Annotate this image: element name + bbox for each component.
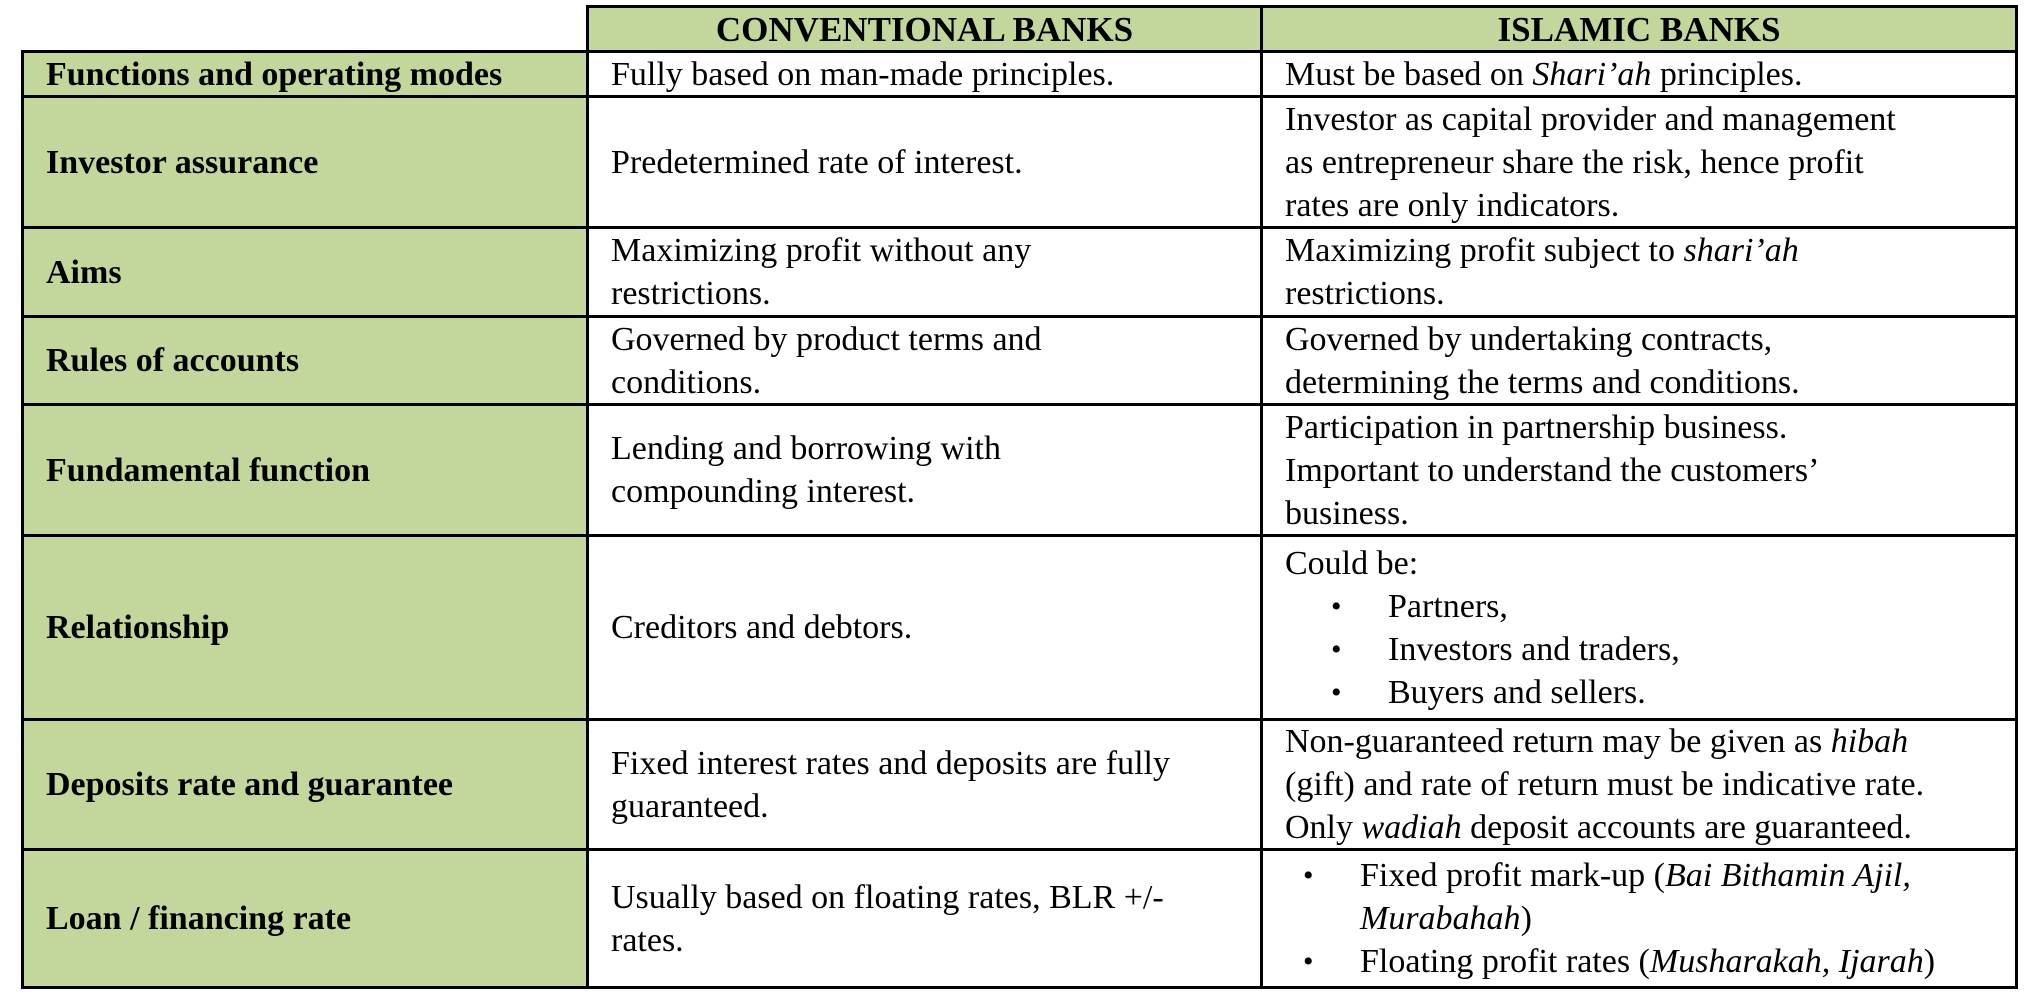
text-segment: as entrepreneur share the risk, hence profit [1285, 143, 1864, 181]
text-segment: Non-guaranteed return may be given as [1285, 723, 1831, 760]
cell-conventional-relationship [586, 534, 1263, 721]
cell-text-line [1285, 406, 2005, 449]
bullet-text: Partners, [1388, 587, 1508, 625]
bullet-text: Investors and traders, [1388, 630, 1680, 668]
text-segment-italic: Musharakah, Ijarah [1649, 943, 1924, 980]
text-segment: restrictions. [1285, 275, 1445, 312]
bullet-list-item [1285, 671, 2005, 714]
cell-text-line [1285, 272, 2005, 315]
row-label-loan-financing-rate [21, 848, 589, 989]
row-label-deposits-rate [21, 718, 589, 851]
cell-islamic-deposits-rate [1260, 718, 2018, 851]
cell-text-line: conditions. [611, 363, 762, 401]
cell-conventional-rules-of-accounts [586, 315, 1263, 406]
text-segment: Must be based on [1285, 55, 1533, 93]
row-label-text: Fundamental function [46, 451, 370, 489]
text-segment-italic: Shari’ah [1532, 55, 1652, 93]
cell-text-line [1285, 318, 2005, 361]
text-segment: Participation in partnership business. [1285, 408, 1788, 446]
row-label-text: Deposits rate and guarantee [46, 766, 454, 803]
cell-text-line: Maximizing profit without any [611, 232, 1032, 269]
cell-text-line: compounding interest. [611, 473, 916, 510]
cell-text-line [1285, 492, 2005, 535]
cell-text-line: Lending and borrowing with [611, 430, 1001, 467]
text-segment: (gift) and rate of return must be indicative rate. [1285, 766, 1925, 803]
cell-text-line [1285, 184, 2005, 227]
row-label-rules-of-accounts [21, 315, 589, 406]
text-segment-italic: hibah [1830, 723, 1909, 760]
cell-islamic-fundamental-function [1260, 403, 2018, 537]
text-segment: ) [1520, 900, 1532, 937]
cell-islamic-aims [1260, 226, 2018, 318]
cell-text-line: Usually based on floating rates, BLR +/- [611, 878, 1164, 916]
cell-text-line [1285, 449, 2005, 492]
bullet-list-item [1285, 585, 2005, 628]
cell-text-line: Predetermined rate of interest. [611, 143, 1023, 181]
text-segment: determining the terms and conditions. [1285, 363, 1800, 401]
cell-text-line: rates. [611, 921, 684, 959]
row-label-text: Loan / financing rate [46, 900, 352, 937]
column-header-conventional-label: CONVENTIONAL BANKS [715, 9, 1134, 49]
row-label-investor-assurance [21, 95, 589, 229]
cell-text-line [1285, 53, 2005, 96]
cell-text-line [1285, 720, 2005, 763]
cell-islamic-relationship [1260, 534, 2018, 721]
cell-text-line: Creditors and debtors. [611, 609, 913, 646]
cell-text-line: Governed by product terms and [611, 320, 1042, 358]
cell-text-line [1360, 897, 2005, 940]
cell-conventional-aims [586, 226, 1263, 318]
row-label-relationship [21, 534, 589, 721]
text-segment: Investor as capital provider and management [1285, 100, 1896, 138]
text-segment: Only [1285, 809, 1362, 846]
row-label-text: Aims [46, 253, 122, 291]
bullet-list-item [1285, 854, 2005, 940]
text-segment-italic: wadiah [1361, 809, 1462, 846]
cell-text-line [1285, 763, 2005, 806]
cell-text-line: Could be: [1285, 544, 1419, 582]
cell-conventional-investor-assurance [586, 95, 1263, 229]
cell-conventional-deposits-rate [586, 718, 1263, 851]
text-segment-italic: Murabahah [1360, 900, 1521, 937]
text-segment: Floating profit rates ( [1360, 943, 1650, 980]
bullet-icon: • [1331, 675, 1342, 709]
cell-conventional-loan-financing-rate [586, 848, 1263, 989]
cell-conventional-fundamental-function [586, 403, 1263, 537]
text-segment: principles. [1651, 55, 1803, 93]
cell-conventional-functions [586, 50, 1263, 98]
cell-islamic-functions [1260, 50, 2018, 98]
bullet-icon: • [1303, 859, 1314, 892]
cell-islamic-investor-assurance [1260, 95, 2018, 229]
bullet-list-item [1285, 940, 2005, 983]
column-header-islamic [1260, 5, 2018, 53]
cell-islamic-loan-financing-rate [1260, 848, 2018, 989]
cell-text-line [1285, 361, 2005, 404]
row-label-text: Relationship [46, 609, 230, 646]
cell-text-line: Fully based on man-made principles. [611, 55, 1115, 93]
text-segment: deposit accounts are guaranteed. [1461, 809, 1912, 846]
text-segment: Governed by undertaking contracts, [1285, 320, 1773, 358]
row-label-text: Rules of accounts [46, 342, 300, 379]
text-segment: ) [1923, 943, 1936, 980]
row-label-functions [21, 50, 589, 98]
cell-text-line [1285, 229, 2005, 272]
row-label-text: Investor assurance [46, 143, 319, 181]
row-label-text: Functions and operating modes [46, 55, 503, 93]
bullet-icon: • [1303, 945, 1314, 978]
column-header-islamic-label: ISLAMIC BANKS [1497, 9, 1781, 49]
cell-text-line: restrictions. [611, 275, 771, 312]
row-label-fundamental-function [21, 403, 589, 537]
cell-text-line [1285, 806, 2005, 849]
text-segment: Important to understand the customers’ [1285, 451, 1820, 489]
bullet-icon: • [1331, 632, 1342, 666]
row-label-aims [21, 226, 589, 318]
text-segment-italic: shari’ah [1683, 232, 1799, 269]
cell-text-line: Fixed interest rates and deposits are fully [611, 744, 1170, 782]
bullet-text: Buyers and sellers. [1388, 673, 1646, 711]
cell-text-line [1285, 98, 2005, 141]
cell-islamic-rules-of-accounts [1260, 315, 2018, 406]
column-header-conventional [586, 5, 1263, 53]
text-segment: business. [1285, 494, 1409, 532]
bullet-icon: • [1331, 589, 1342, 623]
cell-text-line [1360, 854, 2005, 897]
bullet-list-item [1285, 628, 2005, 671]
text-segment: rates are only indicators. [1285, 186, 1620, 224]
text-segment: Maximizing profit subject to [1285, 232, 1684, 269]
text-segment: Fixed profit mark-up ( [1360, 857, 1665, 894]
cell-text-line [1285, 141, 2005, 184]
cell-text-line: guaranteed. [611, 787, 769, 825]
cell-text-line [1360, 940, 2005, 983]
text-segment-italic: Bai Bithamin Ajil, [1665, 857, 1911, 894]
